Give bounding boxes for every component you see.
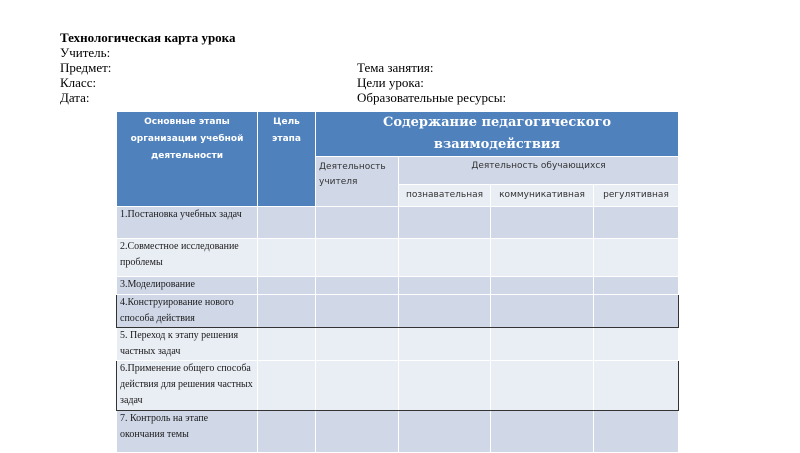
header-regulatory: регулятивная — [594, 185, 679, 207]
table-cell — [491, 277, 594, 295]
stage-label: 2.Совместное исследование проблемы — [117, 239, 258, 277]
stage-label: 3.Моделирование — [117, 277, 258, 295]
stage-label: 6.Применение общего способа действия для решения частных задач — [117, 361, 258, 411]
table-cell — [594, 207, 679, 239]
table-cell — [594, 295, 679, 328]
header-goal: Цель этапа — [258, 112, 316, 207]
table-cell — [491, 295, 594, 328]
table-cell — [316, 207, 399, 239]
table-cell — [258, 411, 316, 453]
table-row — [117, 361, 679, 411]
table-row — [117, 207, 679, 239]
stage-label: 4.Конструирование нового способа действия — [117, 295, 258, 328]
teacher-label: Учитель: — [60, 45, 111, 60]
table-cell — [491, 361, 594, 411]
table-row — [117, 239, 679, 277]
stage-label: 7. Контроль на этапе окончания темы — [117, 411, 258, 453]
table-row — [117, 295, 679, 328]
header-content: Содержание педагогического взаимодействия — [316, 112, 679, 157]
date-label: Дата: — [60, 90, 90, 105]
table-cell — [316, 239, 399, 277]
table-cell — [316, 361, 399, 411]
table-cell — [491, 207, 594, 239]
stage-label: 5. Переход к этапу решения частных задач — [117, 328, 258, 361]
goals-label: Цели урока: — [357, 75, 424, 90]
header-stages: Основные этапы организации учебной деятельности — [117, 112, 258, 207]
header-communicative: коммуникативная — [491, 185, 594, 207]
table-cell — [491, 239, 594, 277]
table-cell — [399, 239, 491, 277]
table-cell — [491, 411, 594, 453]
lesson-info-right — [357, 60, 617, 105]
table-cell — [491, 328, 594, 361]
topic-label: Тема занятия: — [357, 60, 434, 75]
table-cell — [594, 361, 679, 411]
table-cell — [316, 411, 399, 453]
table-cell — [399, 207, 491, 239]
table-cell — [258, 295, 316, 328]
table-cell — [258, 207, 316, 239]
table-cell — [258, 239, 316, 277]
table-cell — [316, 277, 399, 295]
table-cell — [594, 328, 679, 361]
table-cell — [399, 361, 491, 411]
table-cell — [399, 411, 491, 453]
lesson-plan-table — [116, 111, 679, 453]
resources-label: Образовательные ресурсы: — [357, 90, 507, 105]
stage-label: 1.Постановка учебных задач — [117, 207, 258, 239]
table-cell — [316, 295, 399, 328]
table-cell — [399, 295, 491, 328]
subject-label: Предмет: — [60, 60, 112, 75]
table-row — [117, 411, 679, 453]
class-label: Класс: — [60, 75, 97, 90]
table-cell — [594, 277, 679, 295]
table-cell — [399, 328, 491, 361]
header-cognitive: познавательная — [399, 185, 491, 207]
lesson-header — [60, 30, 507, 105]
table-cell — [316, 328, 399, 361]
document-title: Технологическая карта урока — [60, 30, 236, 45]
table-cell — [594, 411, 679, 453]
table-cell — [594, 239, 679, 277]
table-cell — [258, 277, 316, 295]
header-teacher-activity: Деятельность учителя — [316, 157, 399, 207]
table-row — [117, 277, 679, 295]
table-cell — [399, 277, 491, 295]
table-cell — [258, 361, 316, 411]
table-row — [117, 328, 679, 361]
table-cell — [258, 328, 316, 361]
header-students-activity: Деятельность обучающихся — [399, 157, 679, 185]
